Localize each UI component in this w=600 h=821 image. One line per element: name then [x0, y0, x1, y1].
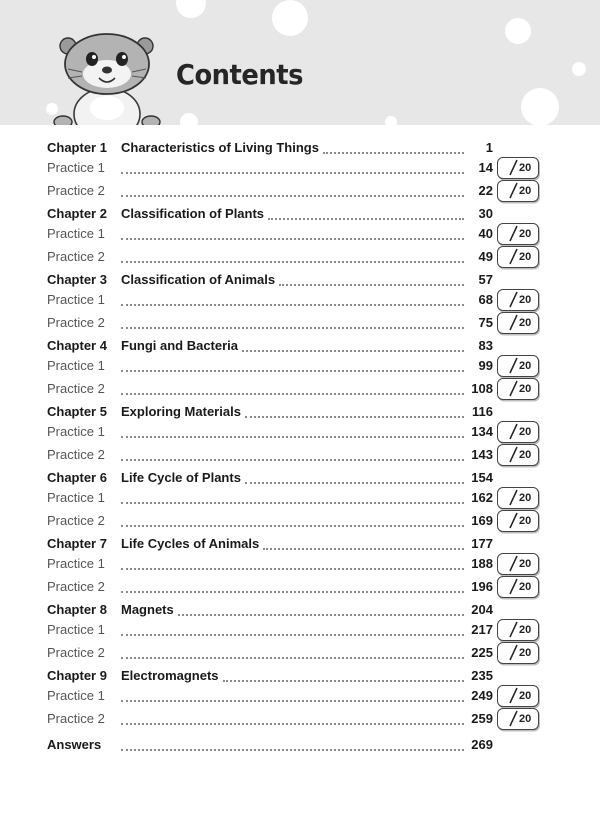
fraction-slash-icon — [498, 290, 538, 310]
dot-leader — [121, 622, 464, 636]
toc-leader — [121, 645, 464, 662]
score-box — [497, 421, 539, 443]
toc-entry-label: Practice 2 — [47, 711, 105, 726]
score-denominator: 20 — [519, 317, 532, 329]
page-number: 269 — [471, 737, 493, 752]
score-box — [497, 576, 539, 598]
score-denominator: 20 — [519, 185, 532, 197]
toc-leader — [121, 688, 464, 705]
toc-leader — [121, 513, 464, 530]
fraction-slash-icon — [498, 445, 538, 465]
dot-leader — [121, 358, 464, 372]
toc-leader — [121, 579, 464, 596]
dot-leader — [121, 579, 464, 593]
score-denominator: 20 — [519, 713, 532, 725]
chapter-title: Life Cycle of Plants — [121, 470, 241, 485]
toc-entry-label: Practice 1 — [47, 226, 105, 241]
chapter-title: Fungi and Bacteria — [121, 338, 239, 353]
toc-leader — [121, 381, 464, 398]
page-number: 22 — [478, 183, 493, 198]
toc-entry-label: Chapter 7 — [47, 536, 107, 551]
chapter-title: Classification of Plants — [121, 206, 265, 221]
dot-leader — [242, 338, 464, 352]
chapter-title: Magnets — [121, 602, 174, 617]
score-box — [497, 685, 539, 707]
toc-entry-label: Chapter 3 — [47, 272, 107, 287]
toc-practice-row[interactable] — [0, 158, 600, 180]
dot-leader — [121, 249, 464, 263]
chapter-title: Electromagnets — [121, 668, 219, 683]
toc-leader — [121, 447, 464, 464]
toc-entry-label: Practice 1 — [47, 424, 105, 439]
chapter-title: Life Cycles of Animals — [121, 536, 260, 551]
toc-entry-label: Practice 2 — [47, 447, 105, 462]
page-number: 177 — [471, 536, 493, 551]
toc-entry-label: Chapter 2 — [47, 206, 107, 221]
contents-header — [0, 0, 600, 125]
toc-entry-label: Practice 2 — [47, 183, 105, 198]
score-denominator: 20 — [519, 360, 532, 372]
dot-leader — [121, 688, 464, 702]
dot-leader — [121, 490, 464, 504]
page-number: 134 — [471, 424, 493, 439]
toc-practice-row[interactable] — [0, 554, 600, 576]
fraction-slash-icon — [498, 356, 538, 376]
page-number: 49 — [478, 249, 493, 264]
page-number: 169 — [471, 513, 493, 528]
dot-leader — [323, 140, 464, 154]
page-number: 99 — [478, 358, 493, 373]
dot-leader — [121, 513, 464, 527]
toc-practice-row[interactable] — [0, 313, 600, 335]
toc-practice-row[interactable] — [0, 620, 600, 642]
fraction-slash-icon — [498, 511, 538, 531]
score-denominator: 20 — [519, 558, 532, 570]
page-number: 143 — [471, 447, 493, 462]
dot-leader — [121, 737, 464, 751]
dot-leader — [279, 272, 464, 286]
dot-leader — [121, 226, 464, 240]
dot-leader — [245, 404, 464, 418]
fraction-slash-icon — [498, 709, 538, 729]
toc-practice-row[interactable] — [0, 356, 600, 378]
page-number: 30 — [478, 206, 493, 221]
toc-entry-label: Chapter 1 — [47, 140, 107, 155]
toc-entry-label: Practice 2 — [47, 315, 105, 330]
fraction-slash-icon — [498, 554, 538, 574]
dot-leader — [121, 424, 464, 438]
score-box — [497, 180, 539, 202]
page-number: 108 — [471, 381, 493, 396]
toc-entry-label: Practice 1 — [47, 358, 105, 373]
score-denominator: 20 — [519, 162, 532, 174]
decor-bubble — [572, 62, 586, 76]
chapter-title: Characteristics of Living Things — [121, 140, 319, 155]
toc-leader — [121, 602, 464, 619]
toc-entry-label: Practice 1 — [47, 556, 105, 571]
toc-practice-row[interactable] — [0, 181, 600, 203]
score-box — [497, 510, 539, 532]
dot-leader — [121, 645, 464, 659]
score-denominator: 20 — [519, 492, 532, 504]
score-box — [497, 157, 539, 179]
toc-entry-label: Answers — [47, 737, 102, 752]
page-number: 188 — [471, 556, 493, 571]
page-number: 225 — [471, 645, 493, 660]
toc-entry-label: Practice 2 — [47, 513, 105, 528]
toc-leader — [121, 404, 464, 421]
dot-leader — [121, 160, 464, 174]
toc-practice-row[interactable] — [0, 247, 600, 269]
score-denominator: 20 — [519, 581, 532, 593]
toc-entry-label: Practice 2 — [47, 249, 105, 264]
dot-leader — [121, 447, 464, 461]
score-denominator: 20 — [519, 426, 532, 438]
score-denominator: 20 — [519, 294, 532, 306]
fraction-slash-icon — [498, 379, 538, 399]
toc-leader — [121, 183, 464, 200]
fraction-slash-icon — [498, 686, 538, 706]
decor-bubble — [180, 113, 198, 125]
score-denominator: 20 — [519, 690, 532, 702]
page-number: 1 — [485, 140, 493, 155]
toc-entry-label: Chapter 4 — [47, 338, 107, 353]
page-number: 116 — [472, 404, 493, 419]
toc-entry-label: Practice 2 — [47, 381, 105, 396]
fraction-slash-icon — [498, 224, 538, 244]
page-number: 162 — [471, 490, 493, 505]
fraction-slash-icon — [498, 422, 538, 442]
toc-practice-row[interactable] — [0, 511, 600, 533]
score-denominator: 20 — [519, 383, 532, 395]
toc-leader — [121, 140, 464, 157]
toc-leader — [121, 160, 464, 177]
toc-leader — [121, 249, 464, 266]
page-number: 68 — [478, 292, 493, 307]
dot-leader — [121, 315, 464, 329]
score-box — [497, 355, 539, 377]
page-number: 75 — [478, 315, 493, 330]
page-number: 154 — [471, 470, 493, 485]
score-box — [497, 223, 539, 245]
score-box — [497, 246, 539, 268]
decor-bubble — [272, 0, 308, 36]
toc-answers-row[interactable] — [0, 735, 600, 757]
dot-leader — [245, 470, 464, 484]
decor-bubble — [521, 88, 559, 125]
toc-leader — [121, 737, 464, 754]
toc-leader — [121, 226, 464, 243]
toc-entry-label: Practice 2 — [47, 645, 105, 660]
fraction-slash-icon — [498, 247, 538, 267]
page-number: 57 — [478, 272, 493, 287]
fraction-slash-icon — [498, 643, 538, 663]
toc-leader — [121, 206, 464, 223]
dot-leader — [263, 536, 464, 550]
dot-leader — [178, 602, 464, 616]
toc-leader — [121, 292, 464, 309]
toc-entry-label: Chapter 9 — [47, 668, 107, 683]
decor-bubble — [176, 0, 206, 18]
score-box — [497, 487, 539, 509]
score-box — [497, 553, 539, 575]
decor-bubble — [505, 18, 531, 44]
toc-leader — [121, 338, 464, 355]
page-number: 249 — [471, 688, 493, 703]
score-denominator: 20 — [519, 647, 532, 659]
toc-entry-label: Chapter 8 — [47, 602, 107, 617]
score-box — [497, 708, 539, 730]
score-box — [497, 378, 539, 400]
toc-leader — [121, 490, 464, 507]
decor-bubble — [385, 116, 397, 125]
dot-leader — [121, 292, 464, 306]
score-denominator: 20 — [519, 449, 532, 461]
toc-leader — [121, 711, 464, 728]
toc-entry-label: Practice 1 — [47, 292, 105, 307]
toc-practice-row[interactable] — [0, 686, 600, 708]
page-number: 235 — [471, 668, 493, 683]
page-number: 196 — [471, 579, 493, 594]
score-box — [497, 619, 539, 641]
dot-leader — [121, 711, 464, 725]
dot-leader — [268, 206, 464, 220]
fraction-slash-icon — [498, 488, 538, 508]
page-number: 204 — [471, 602, 493, 617]
chapter-title: Exploring Materials — [121, 404, 241, 419]
toc-leader — [121, 556, 464, 573]
toc-practice-row[interactable] — [0, 379, 600, 401]
toc-entry-label: Practice 1 — [47, 490, 105, 505]
dot-leader — [121, 381, 464, 395]
score-denominator: 20 — [519, 515, 532, 527]
fraction-slash-icon — [498, 577, 538, 597]
toc-leader — [121, 470, 464, 487]
toc-entry-label: Practice 1 — [47, 622, 105, 637]
toc-entry-label: Practice 1 — [47, 688, 105, 703]
page-number: 14 — [478, 160, 493, 175]
score-denominator: 20 — [519, 228, 532, 240]
page-number: 259 — [471, 711, 493, 726]
toc-leader — [121, 668, 464, 685]
toc-practice-row[interactable] — [0, 577, 600, 599]
toc-leader — [121, 536, 464, 553]
score-box — [497, 312, 539, 334]
dot-leader — [223, 668, 464, 682]
toc-practice-row[interactable] — [0, 643, 600, 665]
fraction-slash-icon — [498, 181, 538, 201]
toc-practice-row[interactable] — [0, 709, 600, 731]
fraction-slash-icon — [498, 313, 538, 333]
page-number: 83 — [478, 338, 493, 353]
toc-practice-row[interactable] — [0, 422, 600, 444]
toc-entry-label: Practice 1 — [47, 160, 105, 175]
page-number: 217 — [471, 622, 493, 637]
toc-practice-row[interactable] — [0, 488, 600, 510]
score-denominator: 20 — [519, 251, 532, 263]
page-number: 40 — [478, 226, 493, 241]
chapter-title: Classification of Animals — [121, 272, 276, 287]
toc-leader — [121, 315, 464, 332]
toc-leader — [121, 358, 464, 375]
toc-entry-label: Chapter 5 — [47, 404, 107, 419]
fraction-slash-icon — [498, 158, 538, 178]
otter-mascot-icon — [50, 28, 168, 125]
fraction-slash-icon — [498, 620, 538, 640]
score-denominator: 20 — [519, 624, 532, 636]
toc-leader — [121, 424, 464, 441]
toc-leader — [121, 622, 464, 639]
toc-practice-row[interactable] — [0, 290, 600, 312]
toc-entry-label: Chapter 6 — [47, 470, 107, 485]
page-title: Contents — [176, 58, 304, 91]
toc-practice-row[interactable] — [0, 224, 600, 246]
dot-leader — [121, 556, 464, 570]
toc-entry-label: Practice 2 — [47, 579, 105, 594]
dot-leader — [121, 183, 464, 197]
toc-practice-row[interactable] — [0, 445, 600, 467]
toc-leader — [121, 272, 464, 289]
score-box — [497, 642, 539, 664]
score-box — [497, 444, 539, 466]
score-box — [497, 289, 539, 311]
